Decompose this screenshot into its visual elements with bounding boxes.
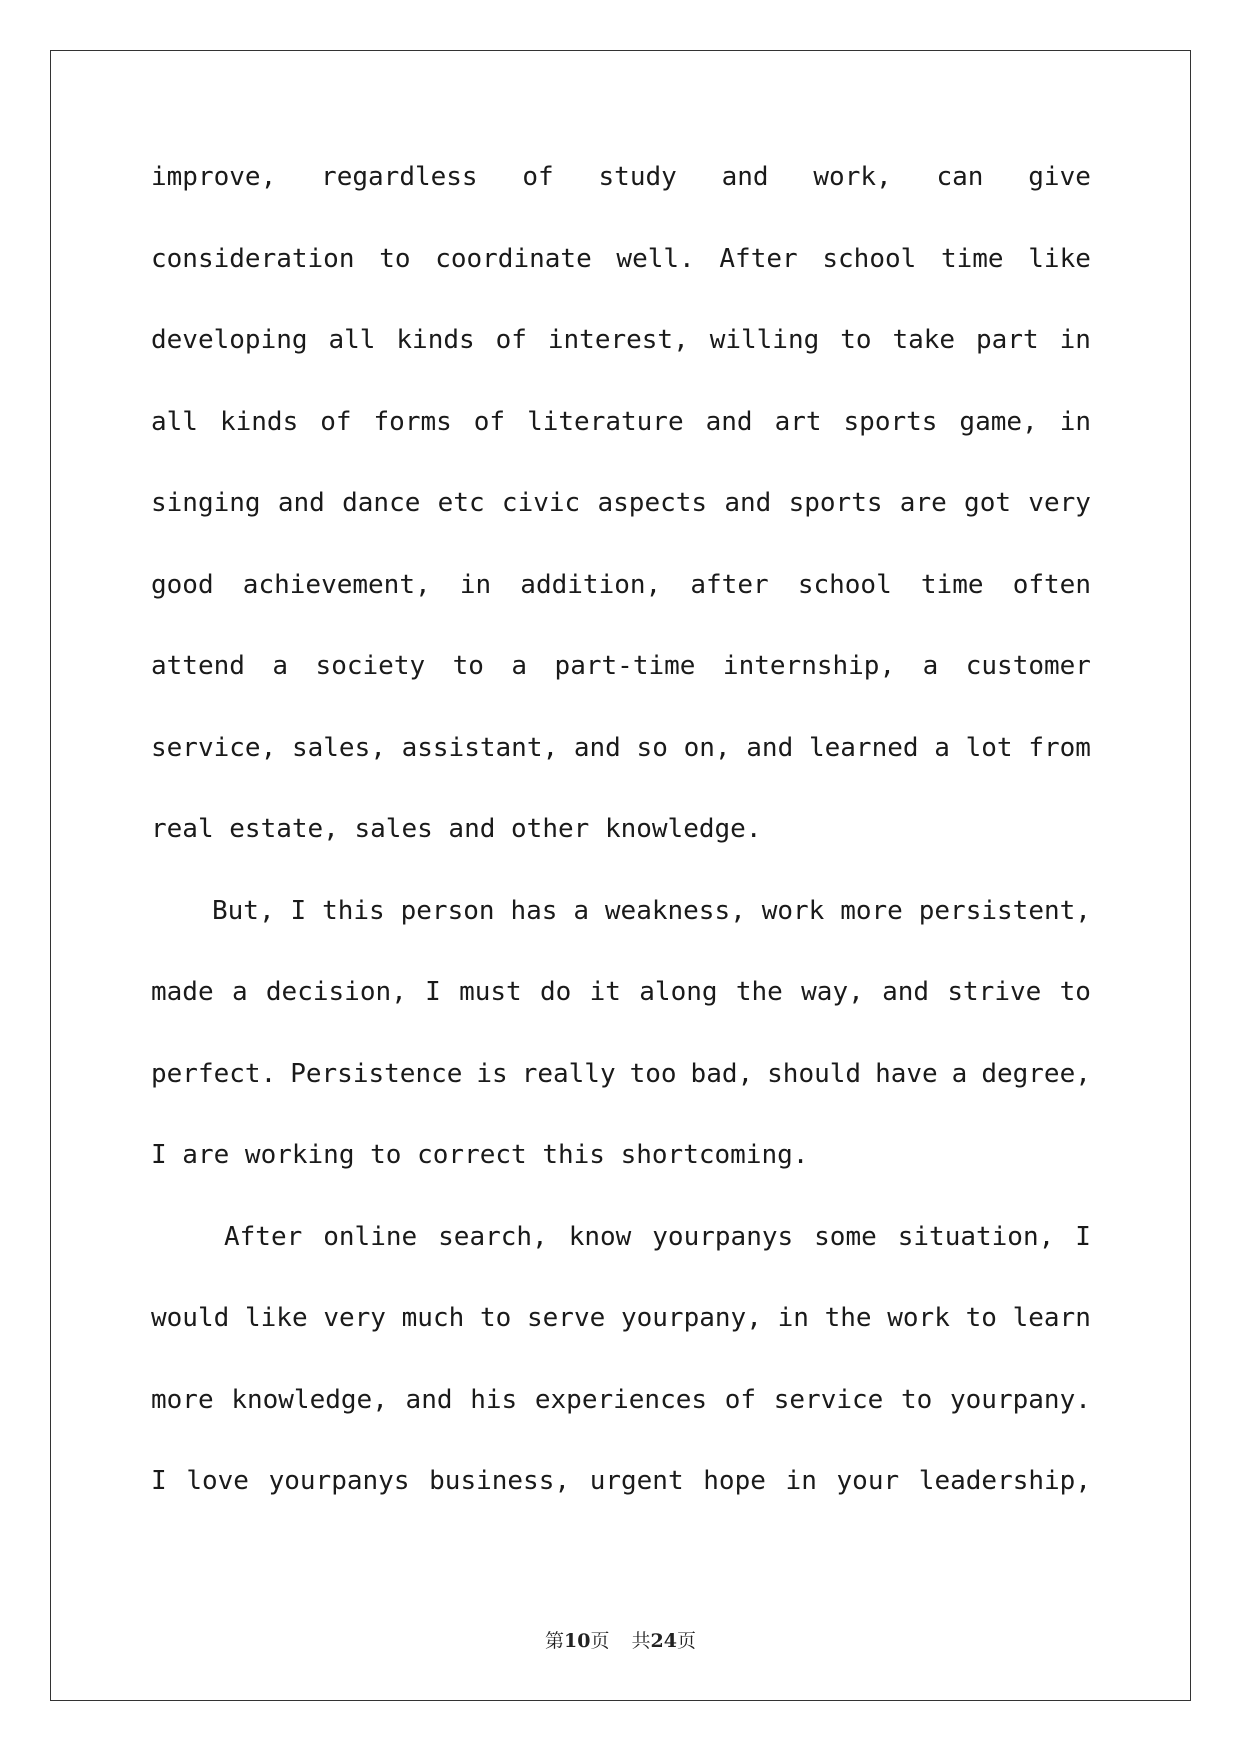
text-line: more knowledge, and his experiences of service to yourpany. bbox=[151, 1384, 1091, 1415]
text-line: I are working to correct this shortcoming. bbox=[151, 1140, 809, 1170]
total-suffix: 页 bbox=[676, 1630, 696, 1652]
page-number: 10 bbox=[564, 1630, 591, 1652]
text-line: I love yourpanys business, urgent hope in your leadership, bbox=[151, 1466, 1091, 1496]
document-body bbox=[151, 162, 1091, 1548]
total-prefix: 共 bbox=[631, 1630, 651, 1652]
text-line: consideration to coordinate well. After school time like bbox=[151, 243, 1091, 274]
total-pages: 24 bbox=[650, 1630, 677, 1652]
page-suffix: 页 bbox=[590, 1630, 610, 1652]
text-line: made a decision, I must do it along the way, and strive to bbox=[151, 977, 1091, 1007]
text-line: perfect. Persistence is really too bad, should have a degree, bbox=[151, 1058, 1091, 1089]
text-line: developing all kinds of interest, willing to take part in bbox=[151, 325, 1091, 355]
page-prefix: 第 bbox=[545, 1630, 565, 1652]
text-line: service, sales, assistant, and so on, and learned a lot from bbox=[151, 732, 1091, 763]
page-footer bbox=[0, 1626, 1241, 1653]
text-line: After online search, know yourpanys some situation, I bbox=[224, 1221, 1091, 1252]
text-line: improve, regardless of study and work, can give bbox=[151, 162, 1091, 192]
text-line: singing and dance etc civic aspects and sports are got very bbox=[151, 488, 1091, 518]
text-line: good achievement, in addition, after school time often bbox=[151, 569, 1091, 600]
text-line: would like very much to serve yourpany, in the work to learn bbox=[151, 1303, 1091, 1333]
text-line: real estate, sales and other knowledge. bbox=[151, 814, 762, 844]
text-line: attend a society to a part-time internship, a customer bbox=[151, 651, 1091, 681]
text-line: But, I this person has a weakness, work more persistent, bbox=[212, 895, 1091, 926]
text-line: all kinds of forms of literature and art sports game, in bbox=[151, 406, 1091, 437]
